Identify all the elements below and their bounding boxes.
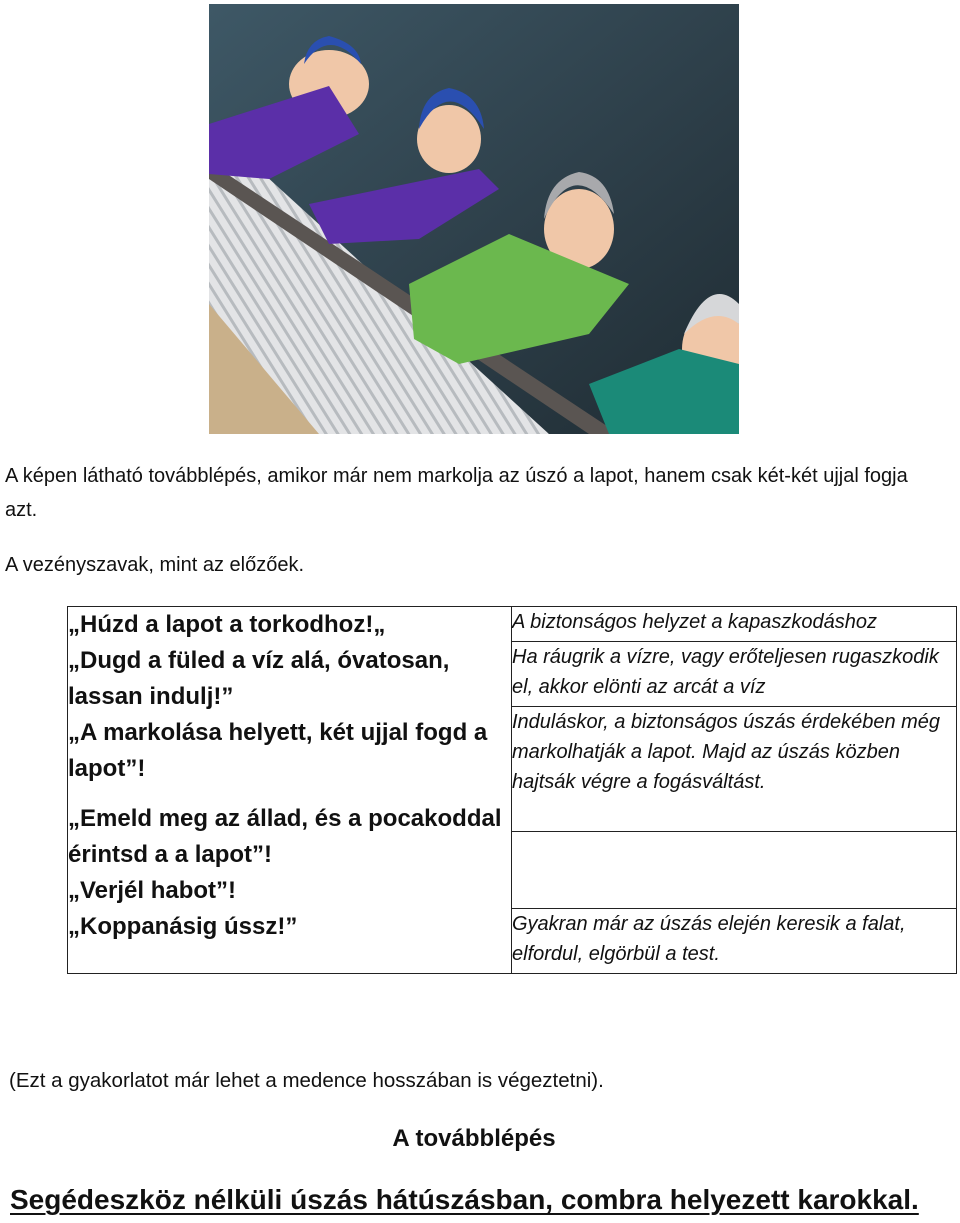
command-4: „Emeld meg az állad, és a pocakoddal érintsd a a lapot”! bbox=[68, 805, 502, 868]
explanation-cell-2: Ha ráugrik a vízre, vagy erőteljesen rugaszkodik el, akkor elönti az arcát a víz bbox=[512, 642, 957, 707]
main-heading: Segédeszköz nélküli úszás hátúszásban, combra helyezett karokkal. bbox=[10, 1184, 919, 1215]
swimming-photo bbox=[209, 4, 739, 434]
explanation-cell-5: Gyakran már az úszás elején keresik a falat, elfordul, elgörbül a test. bbox=[512, 909, 957, 974]
command-2: „Dugd a füled a víz alá, óvatosan, lassan indulj!” bbox=[68, 647, 450, 710]
command-1: „Húzd a lapot a torkodhoz!„ bbox=[68, 611, 386, 638]
explanation-cell-3: Induláskor, a biztonságos úszás érdekében még markolhatják a lapot. Majd az úszás közben hajtsák végre a fogásváltást. bbox=[512, 707, 957, 832]
command-6: „Koppanásig ússz!” bbox=[68, 913, 298, 940]
command-3: „A markolása helyett, két ujjal fogd a lapot”! bbox=[68, 719, 488, 782]
command-5: „Verjél habot”! bbox=[68, 877, 237, 904]
length-note: (Ezt a gyakorlatot már lehet a medence hosszában is végeztetni). bbox=[9, 1069, 604, 1092]
commands-table bbox=[67, 606, 957, 974]
explanation-cell-1: A biztonságos helyzet a kapaszkodáshoz bbox=[512, 607, 957, 642]
subheading: A továbblépés bbox=[392, 1125, 556, 1152]
kickboard-kids-illustration bbox=[209, 4, 739, 434]
commands-cell bbox=[68, 607, 512, 974]
explanation-cell-4 bbox=[512, 832, 957, 909]
intro-paragraph: A képen látható továbblépés, amikor már nem markolja az úszó a lapot, hanem csak két-két ujjal fogja azt. bbox=[5, 465, 908, 521]
commands-note: A vezényszavak, mint az előzőek. bbox=[5, 554, 305, 576]
